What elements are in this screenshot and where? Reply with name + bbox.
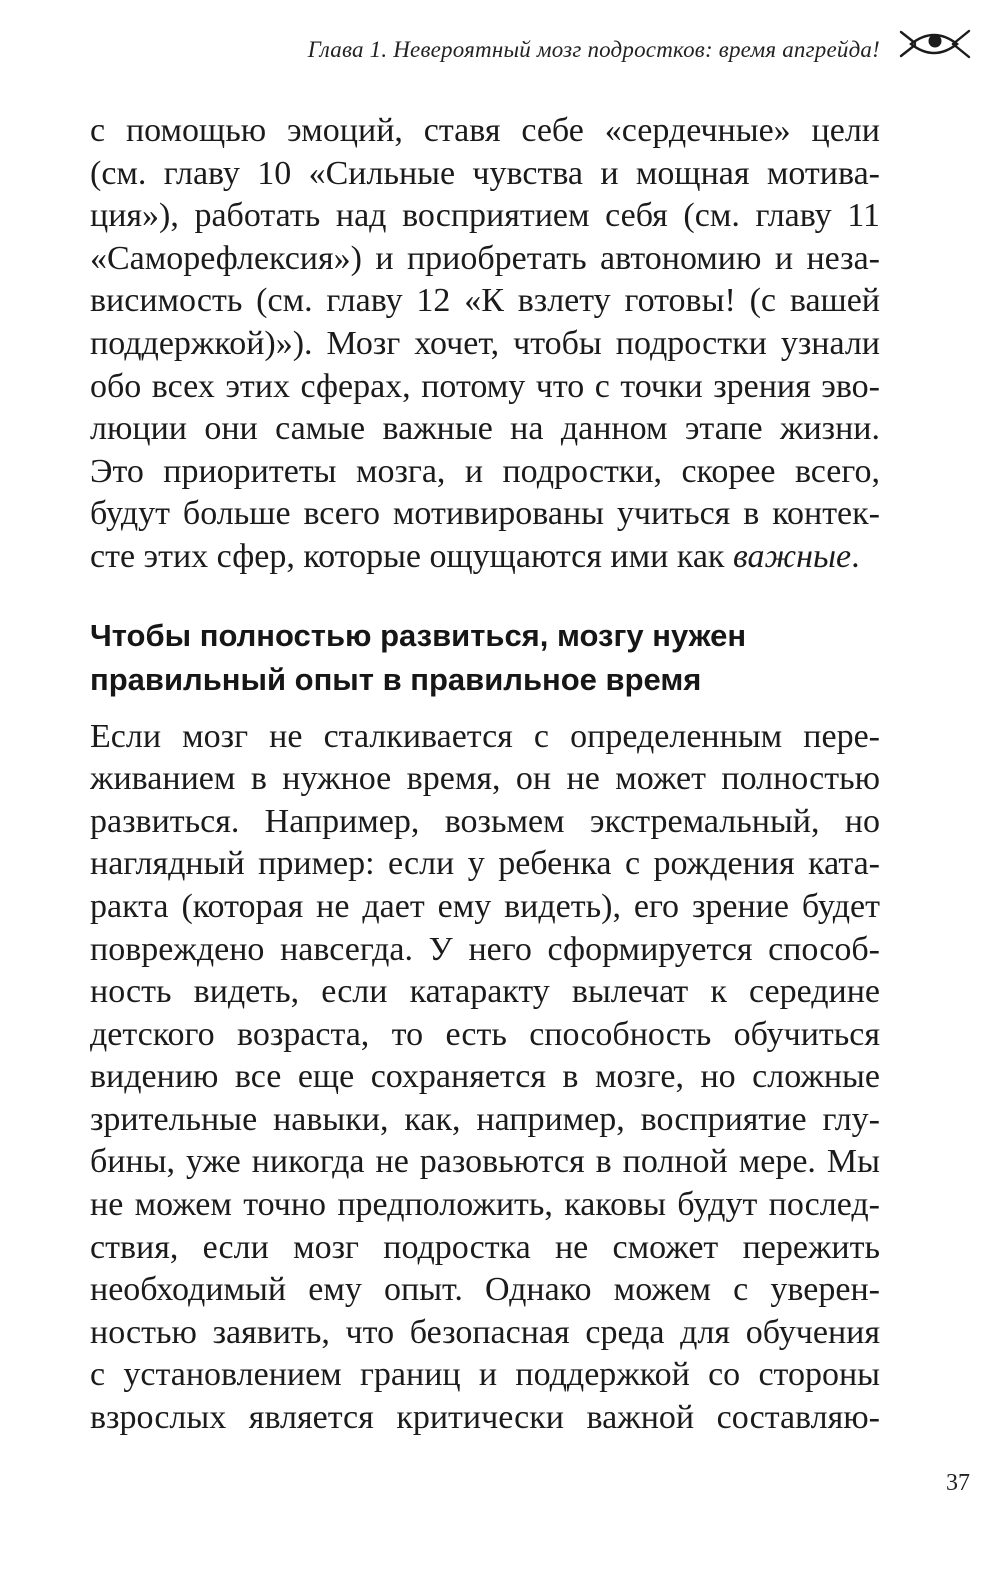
text-line: ностью заявить, что безопасная среда для обучения xyxy=(90,1313,880,1351)
text-line: детского возраста, то есть способность обучиться xyxy=(90,1015,880,1053)
text-line: не можем точно предположить, каковы будут послед- xyxy=(90,1186,880,1224)
text-line: ция»), работать над восприятием себя (см. главу 11 xyxy=(90,197,880,235)
text-line: развиться. Например, возьмем экстремальный, но xyxy=(90,802,880,840)
main-text xyxy=(90,110,880,1440)
text-line: наглядный пример: если у ребенка с рождения ката- xyxy=(90,845,880,883)
text-line-last xyxy=(90,536,880,579)
text-line: бины, уже никогда не разовьются в полной мере. Мы xyxy=(90,1143,880,1181)
running-head xyxy=(240,30,880,70)
text-line: видению все еще сохраняется в мозге, но сложные xyxy=(90,1058,880,1096)
section-heading-line-2: правильный опыт в правильное время xyxy=(90,661,702,697)
paragraph-1 xyxy=(90,110,880,579)
text-line: (см. главу 10 «Сильные чувства и мощная мотива- xyxy=(90,154,880,192)
text-line: обо всех этих сферах, потому что с точки зрения эво- xyxy=(90,367,880,405)
section-heading xyxy=(90,614,880,702)
section-heading-line-1: Чтобы полностью развиться, мозгу нужен xyxy=(90,617,747,653)
text-line: с установлением границ и поддержкой со стороны xyxy=(90,1356,880,1394)
text-line: поддержкой)»). Мозг хочет, чтобы подростки узнали xyxy=(90,324,880,362)
text-line: с помощью эмоций, ставя себе «сердечные» цели xyxy=(90,112,880,149)
text-line: живанием в нужное время, он не может полностью xyxy=(90,760,880,798)
text-segment: . xyxy=(851,537,860,575)
text-line: люции они самые важные на данном этапе жизни. xyxy=(90,410,880,448)
text-line: Это приоритеты мозга, и подростки, скорее всего, xyxy=(90,452,880,490)
text-line: взрослых является критически важной составляю- xyxy=(90,1399,880,1437)
text-line: зрительные навыки, как, например, восприятие глу- xyxy=(90,1100,880,1138)
text-line: «Саморефлексия») и приобретать автономию и неза- xyxy=(90,239,880,277)
page-number: 37 xyxy=(946,1470,970,1496)
text-line: ствия, если мозг подростка не сможет пережить xyxy=(90,1228,880,1266)
text-line: ность видеть, если катаракту вылечат к середине xyxy=(90,973,880,1011)
eye-icon xyxy=(893,28,975,60)
text-line: необходимый ему опыт. Однако можем с уверен- xyxy=(90,1271,880,1309)
text-line: ракта (которая не дает ему видеть), его зрение будет xyxy=(90,887,880,925)
text-line: Если мозг не сталкивается с определенным пере- xyxy=(90,717,880,755)
text-segment: сте этих сфер, которые ощущаются ими как xyxy=(90,537,733,575)
italic-word: важные xyxy=(732,537,852,575)
paragraph-2 xyxy=(90,716,880,1440)
text-line: повреждено навсегда. У него сформируется способ- xyxy=(90,930,880,968)
running-head-text: Глава 1. Невероятный мозг подростков: время апгрейда! xyxy=(307,37,880,62)
text-line: будут больше всего мотивированы учиться в контек- xyxy=(90,495,880,533)
text-line: висимость (см. главу 12 «К взлету готовы! (с вашей xyxy=(90,282,880,320)
